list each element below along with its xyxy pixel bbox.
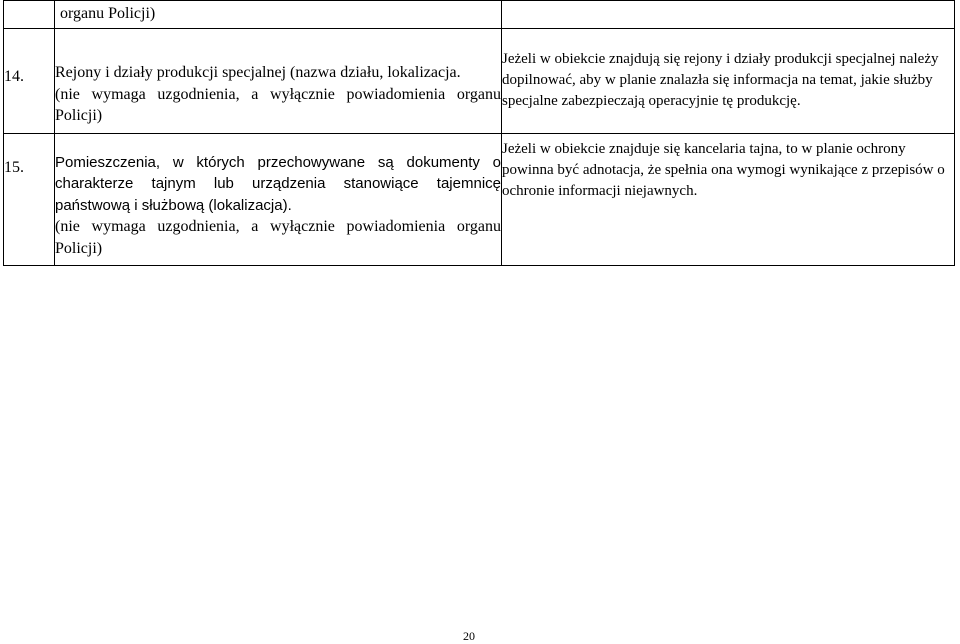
row-number-15 <box>4 133 55 266</box>
description-cell-continuation <box>55 1 502 29</box>
note-text: Jeżeli w obiekcie znajdują się rejony i działy produkcji specjalnej należy dopilnować, aby w planie znalazła się informacja na temat, jakie służby specjalne zabezpieczają operacyjnie tę produkcję. <box>502 51 939 109</box>
note-cell-empty <box>502 1 955 29</box>
description-note-line: (nie wymaga uzgodnienia, a wyłącznie powiadomienia organu Policji) <box>55 218 501 257</box>
continuation-text: organu Policji) <box>60 5 156 22</box>
description-line: Pomieszczenia, w których przechowywane są dokumenty o charakterze tajnym lub urządzenia stanowiące tajemnicę państwową i służbową (lokalizacja). <box>55 153 501 214</box>
table-row-top-continuation <box>4 1 955 29</box>
description-line: Rejony i działy produkcji specjalnej (nazwa działu, lokalizacja. <box>55 64 461 81</box>
note-text: Jeżeli w obiekcie znajduje się kancelaria tajna, to w planie ochrony powinna być adnotacja, że spełnia ona wymogi wynikające z przepisów o ochronie informacji niejawnych. <box>502 140 945 199</box>
row-number-text: 14. <box>4 68 24 85</box>
table-row-15 <box>4 133 955 266</box>
row-number-14 <box>4 29 55 134</box>
page-number: 20 <box>463 629 475 643</box>
requirements-table <box>3 0 955 266</box>
row-note-15 <box>502 133 955 266</box>
table-row-14 <box>4 29 955 134</box>
number-cell-empty <box>4 1 55 29</box>
row-number-text: 15. <box>4 158 24 176</box>
row-note-14 <box>502 29 955 134</box>
description-note-line: (nie wymaga uzgodnienia, a wyłącznie powiadomienia organu Policji) <box>55 85 501 124</box>
row-description-14 <box>55 29 502 134</box>
row-description-15 <box>55 133 502 266</box>
